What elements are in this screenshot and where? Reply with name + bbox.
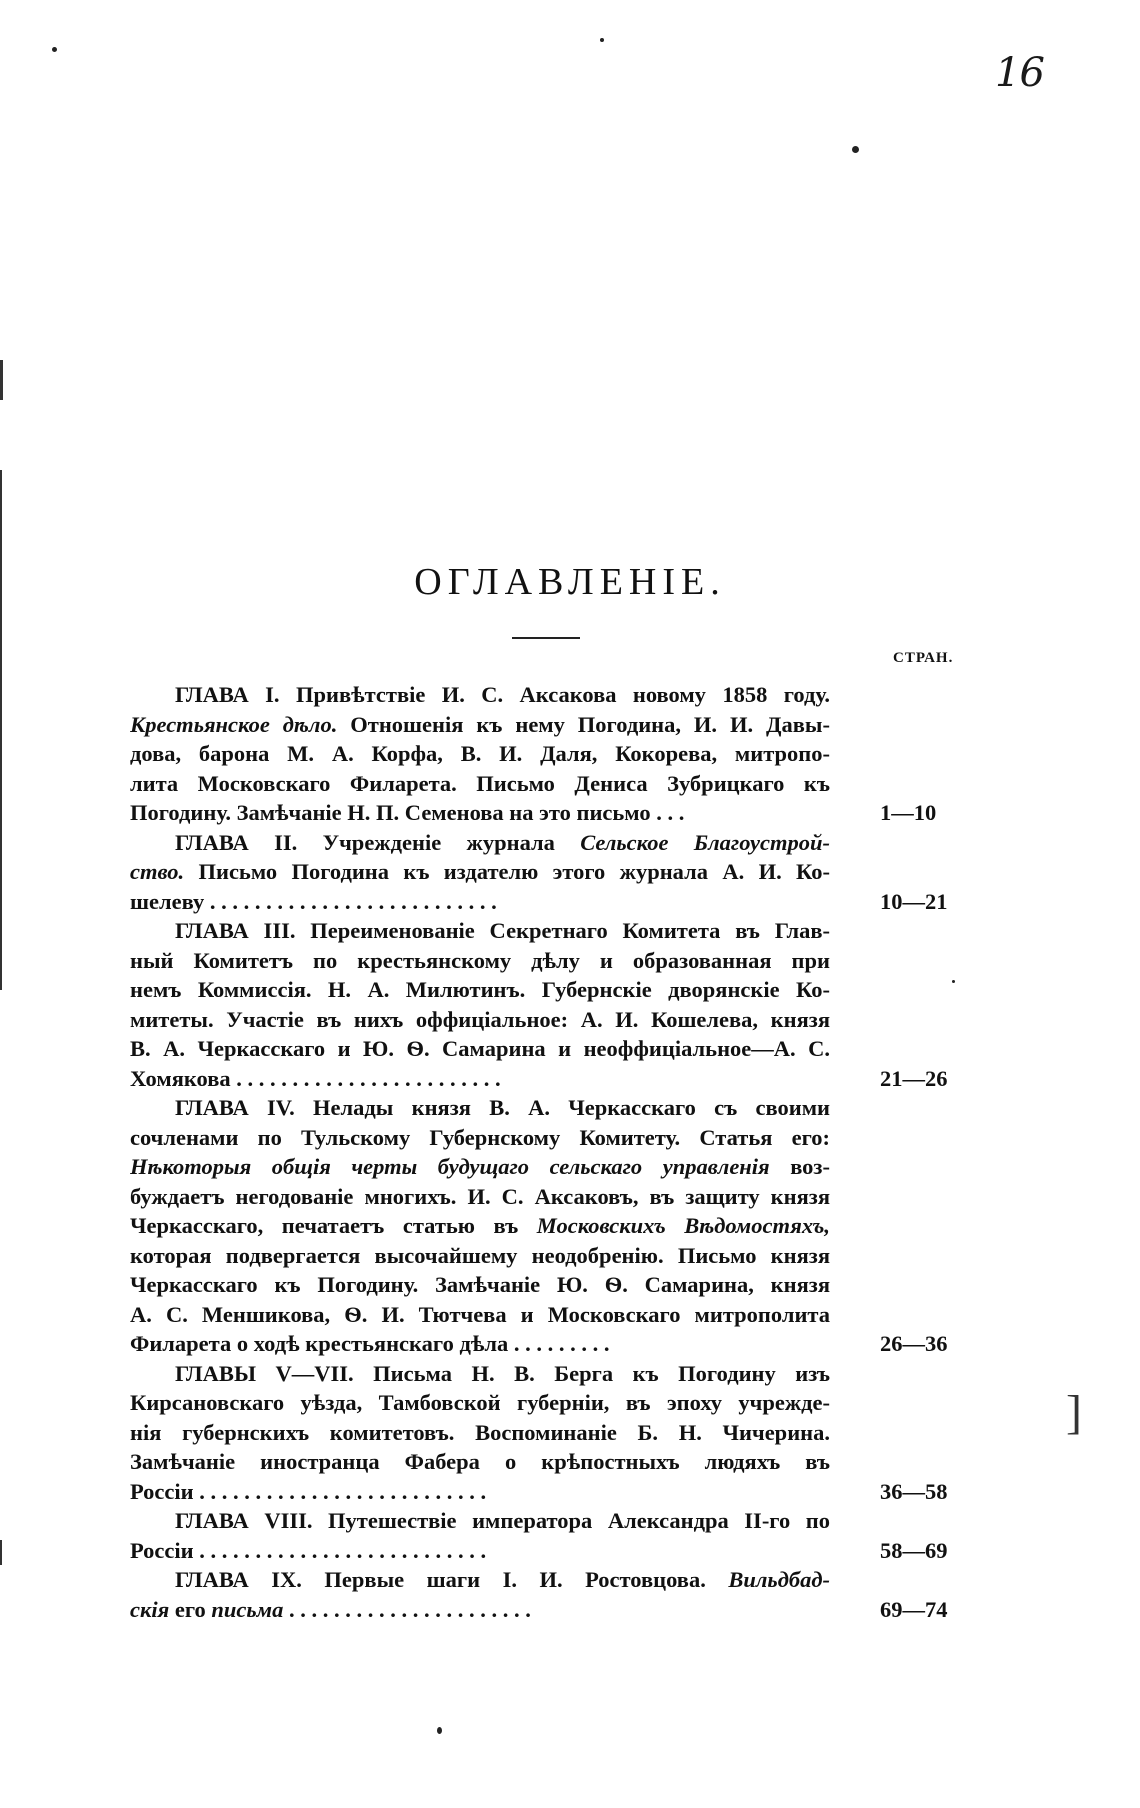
toc-text-segment: его	[169, 1596, 212, 1622]
toc-text-segment: Черкасскаго, печатаетъ статью въ	[130, 1213, 537, 1238]
toc-page-range: 10—21	[880, 888, 948, 914]
toc-entry	[130, 1565, 970, 1624]
toc-text-segment: сочленами по Тульскому Губернскому Комитету. Статья его:	[130, 1124, 830, 1150]
toc-text-segment: Письмо Погодина къ издателю этого журнала А. И. Ко-	[184, 859, 830, 884]
toc-text-segment: Филарета о ходѣ крестьянскаго дѣла . . . . . . . . .	[130, 1331, 610, 1356]
scan-speck	[600, 38, 604, 42]
scan-speck	[52, 47, 57, 52]
toc-entry-line	[130, 769, 830, 799]
toc-entry-line	[130, 1241, 830, 1271]
scan-edge-mark	[0, 470, 2, 990]
toc-text-segment: Нѣкоторыя общія черты будущаго сельскаго управленія	[130, 1154, 770, 1179]
toc-entry-line	[130, 1359, 830, 1389]
toc-entry	[130, 1506, 970, 1565]
toc-entry-line	[130, 1093, 830, 1123]
toc-text-segment: нія губернскихъ комитетовъ. Воспоминаніе Б. Н. Чичерина.	[130, 1419, 830, 1445]
toc-text-segment: ный Комитетъ по крестьянскому дѣлу и образованная при	[130, 947, 830, 973]
toc-entry-line	[130, 857, 830, 887]
toc-entry	[130, 916, 970, 1093]
toc-text-segment: Погодину. Замѣчаніе Н. П. Семенова на это письмо . . .	[130, 800, 685, 825]
toc-text-segment: ГЛАВА I. Привѣтствіе И. С. Аксакова новому 1858 году.	[175, 682, 830, 707]
toc-entry-line	[130, 798, 830, 828]
toc-text-segment: шелеву . . . . . . . . . . . . . . . . . . . . . . . . . .	[130, 888, 497, 914]
toc-entry-line	[130, 1123, 830, 1153]
toc-entry-line	[130, 1211, 830, 1241]
toc-text-segment: Замѣчаніе иностранца Фабера о крѣпостныхъ людяхъ въ	[130, 1449, 830, 1474]
toc-text-segment: ГЛАВЫ V—VII. Письма Н. В. Берга къ Погодину изъ	[175, 1360, 830, 1386]
toc-entry-line	[130, 680, 830, 710]
toc-text-segment: Крестьянское дѣло.	[130, 711, 338, 737]
toc-text-segment: В. А. Черкасскаго и Ю. Ѳ. Самарина и неоффиціальное—А. С.	[130, 1036, 830, 1061]
toc-text-segment: дова, барона М. А. Корфа, В. И. Даля, Кокорева, митропо-	[130, 741, 830, 766]
toc-text-segment: ГЛАВА IX. Первые шаги I. И. Ростовцова.	[175, 1567, 729, 1592]
toc-text-segment: которая подвергается высочайшему неодобренію. Письмо князя	[130, 1242, 830, 1268]
toc-entry-line	[130, 739, 830, 769]
toc-entry-line	[130, 946, 830, 976]
toc-text-segment: Россіи . . . . . . . . . . . . . . . . . . . . . . . . . .	[130, 1478, 487, 1504]
scan-edge-mark	[0, 1540, 2, 1565]
toc-entry	[130, 1093, 970, 1359]
toc-text-segment: немъ Коммиссія. Н. А. Милютинъ. Губернскіе дворянскіе Ко-	[130, 977, 830, 1002]
toc-text-segment: ГЛАВА III. Переименованіе Секретнаго Комитета въ Глав-	[175, 918, 830, 943]
pages-column-label: СТРАН.	[893, 650, 954, 666]
toc-text-segment: Вильдбад-	[728, 1567, 830, 1592]
toc-text-segment: буждаетъ негодованіе многихъ. И. С. Аксаковъ, въ защиту князя	[130, 1183, 830, 1209]
toc-page-range: 21—26	[880, 1065, 948, 1091]
toc-text-segment: ГЛАВА IV. Нелады князя В. А. Черкасскаго съ своими	[175, 1095, 830, 1120]
toc-entry-line	[130, 1388, 830, 1418]
heading-rule	[512, 637, 580, 639]
toc-entry-line	[130, 1300, 830, 1330]
toc-text-segment: митеты. Участіе въ нихъ оффиціальное: А. И. Кошелева, князя	[130, 1006, 830, 1032]
toc-entry-line	[130, 1418, 830, 1448]
toc-text-segment: Московскихъ Вѣдомостяхъ,	[536, 1213, 830, 1238]
toc-text-segment: Черкасскаго къ Погодину. Замѣчаніе Ю. Ѳ. Самарина, князя	[130, 1272, 830, 1297]
toc-entry-line	[130, 1477, 830, 1507]
scan-speck	[852, 146, 859, 153]
toc-entry-line	[130, 1506, 830, 1536]
toc-entry-line	[130, 828, 830, 858]
toc-entry-line	[130, 975, 830, 1005]
contents-heading: ОГЛАВЛЕНІЕ.	[414, 561, 726, 603]
toc-page-range: 69—74	[880, 1596, 948, 1622]
toc-text-segment: письма	[211, 1596, 284, 1622]
toc-page-range: 36—58	[880, 1478, 948, 1504]
toc-entry-line	[130, 1034, 830, 1064]
toc-entry-line	[130, 1329, 830, 1359]
toc-entry-line	[130, 710, 830, 740]
toc-text-segment: Россіи . . . . . . . . . . . . . . . . . . . . . . . . . .	[130, 1537, 487, 1563]
toc-text-segment: скія	[130, 1596, 170, 1622]
toc-entry-line	[130, 1064, 830, 1094]
toc-text-segment: ГЛАВА VIII. Путешествіе императора Александра II-го по	[175, 1508, 830, 1533]
toc-entry-line	[130, 1447, 830, 1477]
toc-text-segment: воз-	[769, 1154, 830, 1179]
toc-entry-line	[130, 1536, 830, 1566]
toc-entry-line	[130, 1152, 830, 1182]
toc-text-segment: Кирсановскаго уѣзда, Тамбовской губерніи, въ эпоху учрежде-	[130, 1390, 830, 1415]
toc-text-segment: ГЛАВА II. Учрежденіе журнала	[175, 829, 581, 855]
toc-text-segment: . . . . . . . . . . . . . . . . . . . . . .	[283, 1596, 531, 1622]
toc-entry	[130, 680, 970, 828]
toc-page-range: 26—36	[880, 1331, 948, 1356]
toc-text-segment: А. С. Меншикова, Ѳ. И. Тютчева и Московскаго митрополита	[130, 1301, 830, 1327]
scan-edge-mark	[0, 360, 3, 400]
toc-entry-line	[130, 1270, 830, 1300]
margin-bracket-mark: ]	[1066, 1386, 1082, 1439]
folio-number: 16	[995, 50, 1044, 96]
toc-entry-line	[130, 1182, 830, 1212]
toc-text-segment: Сельское Благоустрой-	[580, 829, 830, 855]
toc-text-segment: Отношенія къ нему Погодина, И. И. Давы-	[337, 711, 830, 737]
toc-entry	[130, 828, 970, 917]
toc-entry-line	[130, 1005, 830, 1035]
table-of-contents	[130, 680, 970, 1624]
toc-page-range: 1—10	[880, 800, 937, 825]
toc-page-range: 58—69	[880, 1537, 948, 1563]
toc-text-segment: Хомякова . . . . . . . . . . . . . . . . . . . . . . . .	[130, 1065, 501, 1091]
toc-entry-line	[130, 1565, 830, 1595]
toc-entry-line	[130, 887, 830, 917]
toc-entry	[130, 1359, 970, 1507]
toc-text-segment: лита Московскаго Филарета. Письмо Дениса Зубрицкаго къ	[130, 770, 830, 796]
toc-text-segment: ство.	[130, 859, 185, 884]
toc-entry-line	[130, 916, 830, 946]
toc-entry-line	[130, 1595, 830, 1625]
scan-speck	[437, 1727, 442, 1734]
